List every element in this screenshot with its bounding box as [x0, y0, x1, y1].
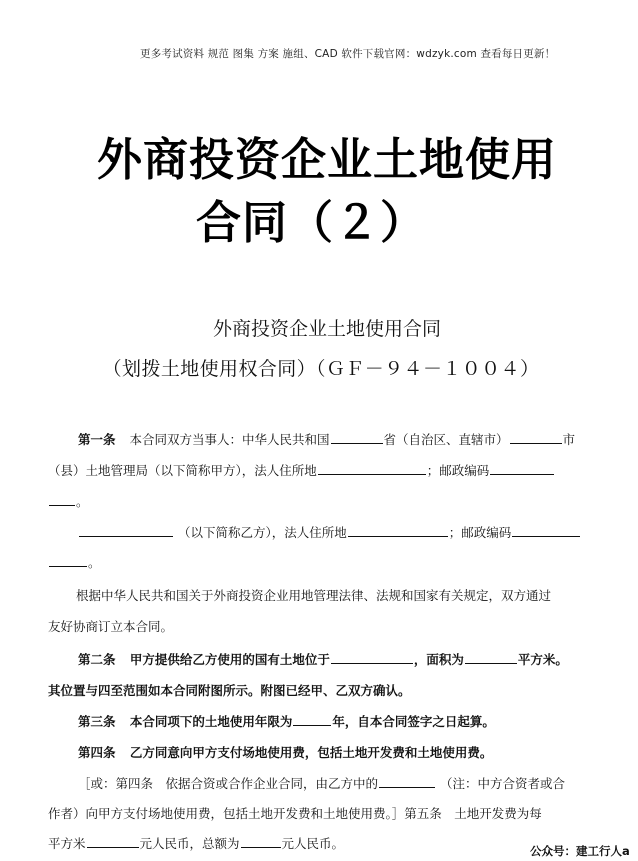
alt-article-text-e: 元人民币。	[281, 836, 345, 851]
chinese-partner-blank	[379, 775, 435, 788]
party-b-name-blank	[79, 524, 173, 537]
article3-line	[78, 712, 495, 730]
article1-text-b: 省（自治区、直辖市）	[383, 432, 509, 447]
article1-text-g: （以下简称乙方），法人住所地	[178, 525, 347, 540]
article2-text-b: ，面积为	[413, 652, 464, 667]
article1-text-e: ；邮政编码	[426, 463, 490, 478]
header-download-note: 更多考试资料 规范 图集 方案 施组、CAD 软件下载官网：wdzyk.com 查看每日更新！	[140, 48, 556, 60]
document-title-line1: 外商投资企业土地使用	[96, 133, 557, 186]
article2-label: 第二条	[78, 652, 116, 667]
article3-label: 第三条	[78, 714, 116, 729]
article1-label: 第一条	[78, 432, 116, 447]
wechat-watermark: 公众号：建工行人a	[530, 844, 630, 858]
article1-text-a: 本合同双方当事人：中华人民共和国	[129, 432, 330, 447]
article1-text-f: 。	[76, 494, 89, 509]
article4-line	[78, 743, 492, 761]
article1-line2	[48, 461, 555, 479]
preamble-line1: 根据中华人民共和国关于外商投资企业用地管理法律、法规和国家有关规定，双方通过	[76, 588, 552, 603]
fee-total-blank	[241, 835, 281, 848]
alt-article-text-c: 平方米	[48, 836, 86, 851]
alt-article-line1	[78, 774, 565, 792]
province-blank	[331, 431, 383, 444]
alt-article-text-b: （注：中方合资者或合	[440, 776, 566, 791]
fee-per-sqm-blank	[87, 835, 139, 848]
alt-article-line2: 作者）向甲方支付场地使用费，包括土地开发费和土地使用费。］第五条 土地开发费为每	[48, 806, 542, 821]
party-b-postcode-blank	[512, 524, 580, 537]
article1-text-i: 。	[88, 555, 101, 570]
land-area-blank	[465, 651, 517, 664]
party-b-postcode-blank-cont	[49, 554, 87, 567]
document-title-line2: 合同（２）	[195, 196, 426, 249]
article1-text-d: （县）土地管理局（以下简称甲方），法人住所地	[48, 463, 317, 478]
article4-label: 第四条	[78, 745, 116, 760]
article1-line5	[48, 553, 101, 571]
alt-article-line3	[48, 834, 344, 852]
article1-text-c: 市	[562, 432, 576, 447]
article2-text-c: 平方米。	[517, 652, 568, 667]
article1-text-h: ；邮政编码	[448, 525, 512, 540]
article1-line1	[78, 430, 575, 448]
article2-text-a: 甲方提供给乙方使用的国有土地位于	[129, 652, 330, 667]
article4-text: 乙方同意向甲方支付场地使用费，包括土地开发费和土地使用费。	[129, 745, 493, 760]
contract-code-subtitle: （划拨土地使用权合同）（ＧＦ－９４－１００４）	[102, 358, 540, 380]
party-a-postcode-blank	[490, 462, 554, 475]
article1-line3	[48, 492, 89, 510]
party-b-address-blank	[348, 524, 448, 537]
article2-line2: 其位置与四至范围如本合同附图所示。附图已经甲、乙双方确认。	[48, 683, 411, 698]
alt-article-text-a: ［或：第四条 依据合资或合作企业合同，由乙方中的	[78, 776, 379, 791]
term-years-blank	[293, 713, 331, 726]
party-a-postcode-blank-cont	[49, 493, 75, 506]
article3-text-a: 本合同项下的土地使用年限为	[129, 714, 293, 729]
city-blank	[510, 431, 562, 444]
party-a-address-blank	[318, 462, 426, 475]
land-location-blank	[331, 651, 413, 664]
article1-line4	[78, 523, 581, 541]
contract-subtitle: 外商投资企业土地使用合同	[212, 318, 441, 340]
article2-line1	[78, 650, 568, 668]
alt-article-text-d: 元人民币，总额为	[139, 836, 240, 851]
article3-text-b: 年，自本合同签字之日起算。	[332, 714, 495, 729]
preamble-line2: 友好协商订立本合同。	[48, 619, 174, 634]
